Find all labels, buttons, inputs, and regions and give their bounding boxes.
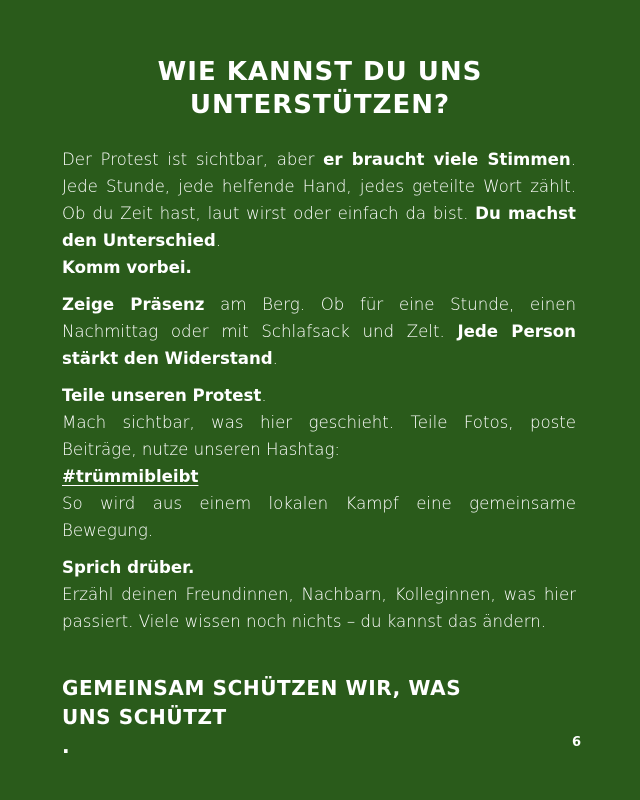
intro-bold-1: er braucht viele Stimmen — [323, 150, 571, 169]
presence-bold-2: Jede Person stärkt den Widerstand — [62, 322, 576, 368]
hashtag[interactable]: #trümmibleibt — [62, 467, 199, 486]
intro-text-2: . Jede Stunde, jede helfende Hand, jedes geteilte Wort zählt. Ob du Zeit hast, laut wirst oder einfach da bist. — [62, 150, 576, 223]
intro-paragraph — [62, 146, 576, 254]
spacer — [62, 281, 576, 291]
spacer — [62, 544, 576, 554]
presence-bold-1: Zeige Präsenz — [62, 295, 205, 314]
intro-bold-2: Du machst den Unterschied — [62, 204, 576, 250]
share-paragraph: Mach sichtbar, was hier geschieht. Teile Fotos, poste Beiträge, nutze unseren Hashtag: — [62, 413, 576, 459]
page-number: 6 — [572, 735, 582, 750]
body-content — [62, 146, 576, 635]
talk-bold-1: Sprich drüber. — [62, 558, 195, 577]
closing-line-2 — [62, 703, 582, 761]
presence-text-2: . — [272, 349, 278, 368]
intro-text-3: . — [215, 231, 222, 250]
spacer — [62, 372, 576, 382]
share-closing: So wird aus einem lokalen Kampf eine gemeinsame Bewegung. — [62, 494, 576, 540]
presence-paragraph — [62, 291, 576, 372]
presence-text-1: am Berg. Ob für eine Stunde, einen Nachmittag oder mit Schlafsack und Zelt. — [62, 295, 576, 341]
share-bold-1: Teile unseren Protest — [62, 386, 262, 405]
intro-text-1: Der Protest ist sichtbar, aber — [62, 150, 324, 169]
page-title — [0, 56, 640, 122]
share-text-1: . — [261, 386, 267, 405]
closing-line-1: GEMEINSAM SCHÜTZEN WIR, WAS — [62, 676, 462, 700]
title-line-1: WIE KANNST DU UNS — [157, 57, 483, 87]
intro-bold-3: Komm vorbei. — [62, 258, 192, 277]
intro-call — [62, 254, 576, 281]
talk-heading — [62, 554, 576, 581]
closing-dot: . — [62, 734, 71, 758]
closing-line-2-text: UNS SCHÜTZT — [62, 705, 227, 729]
closing-slogan — [62, 674, 582, 761]
title-line-2: UNTERSTÜTZEN? — [189, 90, 451, 120]
share-heading — [62, 382, 576, 409]
hashtag-link[interactable] — [62, 463, 576, 490]
talk-paragraph: Erzähl deinen Freundinnen, Nachbarn, Kolleginnen, was hier passiert. Viele wissen noch nichts – du kannst das ändern. — [62, 585, 576, 631]
